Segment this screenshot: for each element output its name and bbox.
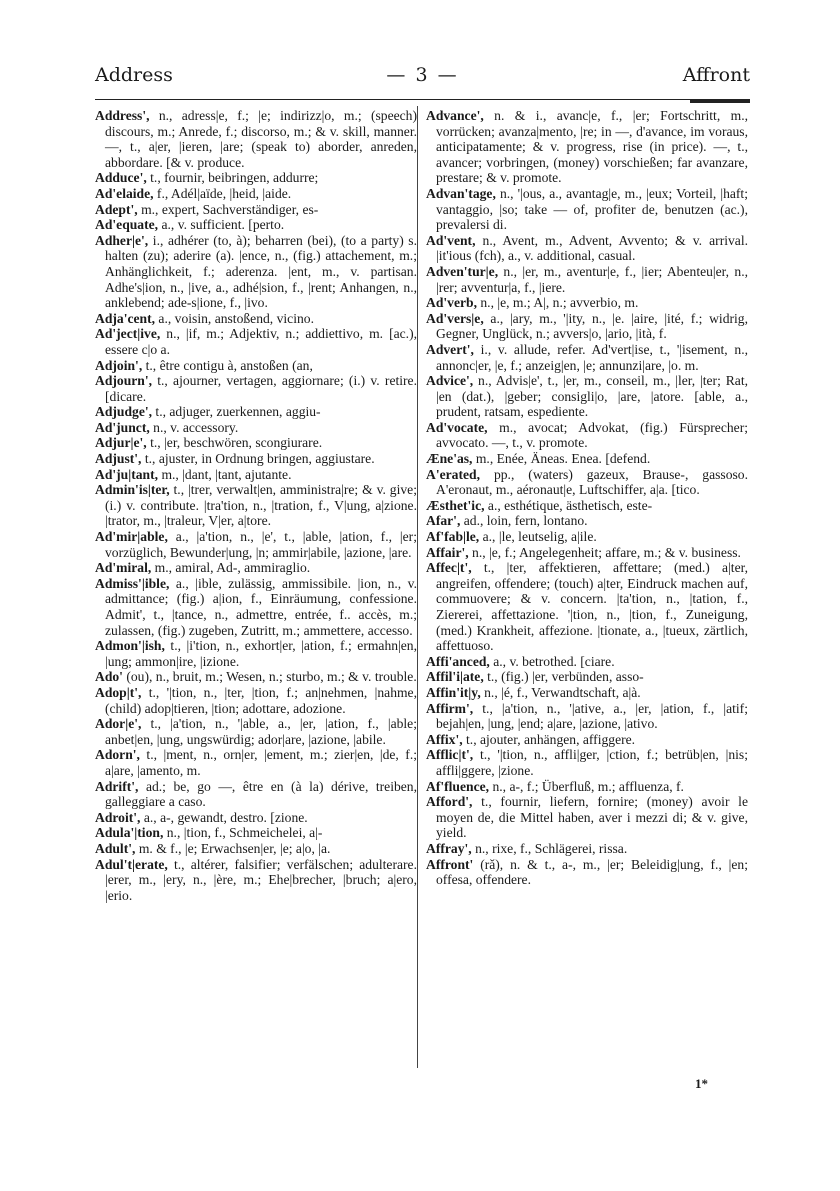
dictionary-entry <box>426 747 748 778</box>
headword: Adher|e', <box>95 232 149 248</box>
headword: Ad'vers|e, <box>426 310 484 326</box>
dictionary-entry <box>426 311 748 342</box>
dictionary-entry <box>426 545 748 561</box>
dictionary-entry <box>426 420 748 451</box>
entry-definition: n. & i., avanc|e, f., |er; Fortschritt, m., vorrücken; avanza|mento, |re; in —, d'avance, im voraus, anticipatamente; & v. progress, rise (in price). —, t., avancer; vorbringen, (money) vorschießen; far avanzare, prestare; & v. promote. <box>436 108 748 186</box>
headword: Affin'it|y, <box>426 684 481 700</box>
header-rule-accent <box>690 100 750 103</box>
dictionary-entry <box>95 560 417 576</box>
dictionary-entry <box>426 669 748 685</box>
headword: Admin'is|ter, <box>95 482 170 498</box>
headword: Affix', <box>426 731 463 747</box>
headword: Af'fab|le, <box>426 529 480 545</box>
headword: Affec|t', <box>426 560 472 576</box>
dictionary-entry <box>95 108 417 170</box>
headword: Advert', <box>426 341 474 357</box>
headword: A'erated, <box>426 466 480 482</box>
dictionary-entry <box>426 373 748 420</box>
headword: Adven'tur|e, <box>426 263 499 279</box>
entry-definition: (rǎ), n. & t., a-, m., |er; Beleidig|ung, f., |en; offesa, offendere. <box>436 856 748 888</box>
dictionary-entry <box>426 513 748 529</box>
dictionary-entry <box>95 716 417 747</box>
headword: Adjoin', <box>95 357 143 373</box>
headword: Adept', <box>95 201 138 217</box>
entry-definition: i., v. allude, refer. Ad'vert|ise, t., '|isement, n., annonc|er, |e, f.; anzeig|en, |e; annunzi|are, |o. m. <box>436 341 748 373</box>
headword: Adult', <box>95 840 136 856</box>
entry-definition: n., |tion, f., Schmeichelei, a|- <box>163 825 323 841</box>
dictionary-entry <box>426 685 748 701</box>
entry-definition: n., |é, f., Verwandtschaft, a|à. <box>480 684 641 700</box>
dictionary-entry <box>426 529 748 545</box>
dictionary-entry <box>426 857 748 888</box>
headword: Affront' <box>426 856 474 872</box>
entry-definition: t., |a'tion, n., '|able, a., |er, |ation, f., |able; anbet|en, |ung, ungswürdig; ador|are, |azione, |abile. <box>105 716 417 747</box>
entry-definition: t., ajouter, anhängen, affiggere. <box>462 731 636 747</box>
dictionary-entry <box>95 841 417 857</box>
entry-definition: m., |dant, |tant, ajutante. <box>158 466 292 482</box>
dictionary-entry <box>426 295 748 311</box>
dictionary-entry <box>95 529 417 560</box>
entry-definition: n., adress|e, f.; |e; indirizz|o, m.; (speech) discours, m.; Anrede, f.; discorso, m.; & v. skill, manner. —, t., a|er, |ieren, |are; (speak to) aborder, anreden, abbordare. [& v. produce. <box>105 108 417 170</box>
entry-definition: t., altérer, falsifier; verfälschen; adulterare. |erer, m., |ery, n., |ère, m.; Ehe|brecher, |bruch; a|ero, |erio. <box>105 856 417 903</box>
entry-definition: n., rixe, f., Schlägerei, rissa. <box>471 840 628 856</box>
entry-definition: t., |er, beschwören, scongiurare. <box>146 435 323 451</box>
headword: Ad'ju|tant, <box>95 466 159 482</box>
headword: Ad'vocate, <box>426 419 488 435</box>
headword: Adduce', <box>95 170 147 186</box>
headword: Ad'elaide, <box>95 185 154 201</box>
headword: Ad'junct, <box>95 419 150 435</box>
entry-definition: t., fournir, beibringen, addurre; <box>146 170 319 186</box>
dictionary-entry <box>95 779 417 810</box>
header-last-word: Affront <box>682 64 750 86</box>
headword: Adjur|e', <box>95 435 147 451</box>
headword: Adul't|erate, <box>95 856 168 872</box>
headword: Advice', <box>426 373 474 389</box>
dictionary-entry <box>426 779 748 795</box>
dictionary-entry <box>95 669 417 685</box>
entry-definition: t., |trer, verwalt|en, amministra|re; & v. give; (i.) v. contribute. |tra'tion, n., |tration, f., V|ung, a|zione. |trator, m., |traleur, V|er, a|tore. <box>105 482 417 529</box>
headword: Æsthet'ic, <box>426 497 485 513</box>
entry-definition: m. & f., |e; Erwachsen|er, |e; a|o, |a. <box>135 840 331 856</box>
dictionary-entry <box>426 186 748 233</box>
headword: Ador|e', <box>95 716 142 732</box>
dictionary-entry <box>95 810 417 826</box>
headword: Adjust', <box>95 451 142 467</box>
headword: Admiss'|ible, <box>95 575 170 591</box>
entry-definition: m., expert, Sachverständiger, es- <box>137 201 319 217</box>
dictionary-entry <box>426 342 748 373</box>
entry-definition: m., amiral, Ad-, ammiraglio. <box>151 560 311 576</box>
entry-definition: n., |if, m.; Adjektiv, n.; addiettivo, m. [ac.), essere c|o a. <box>105 326 417 357</box>
dictionary-entry <box>426 841 748 857</box>
headword: Adorn', <box>95 747 140 763</box>
headword: Advan'tage, <box>426 185 496 201</box>
dictionary-entry <box>95 638 417 669</box>
entry-definition: t., être contigu à, anstoßen (an, <box>142 357 313 373</box>
dictionary-entry <box>95 217 417 233</box>
headword: Affirm', <box>426 700 474 716</box>
dictionary-entry <box>95 435 417 451</box>
entry-definition: a., |a'tion, n., |e', t., |able, |ation, f., |er; vorzüglich, Bewunder|ung, |n; ammir|abile, |azione, |are. <box>105 529 417 560</box>
entry-definition: i., adhérer (to, à); beharren (bei), (to a party) s. halten (zu); aderire (a). |ence, n., (fig.) attachement, m.; Anhänglichkeit, f.; aderenza. |ent, m., v. partisan. Adhe's|ion, n., |ive, a., adhé|sion, f., |rent; Anhangen, n., anklebend; ade-s|ione, f., |ivo. <box>105 232 417 311</box>
entry-definition: ad., loin, fern, lontano. <box>460 513 588 529</box>
entry-definition: n., a-, f.; Überfluß, m.; affluenza, f. <box>489 778 684 794</box>
dictionary-entry <box>95 857 417 904</box>
entry-definition: t., |i'tion, n., exhort|er, |ation, f.; ermahn|en, |ung; ammon|ire, |izione. <box>105 638 417 669</box>
entry-definition: a., |le, leutselig, a|ile. <box>479 529 597 545</box>
headword: Adjourn', <box>95 373 153 389</box>
headword: Admon'|ish, <box>95 638 165 654</box>
dictionary-entry <box>426 732 748 748</box>
dictionary-entry <box>426 654 748 670</box>
headword: Æne'as, <box>426 451 473 467</box>
dictionary-entry <box>95 233 417 311</box>
entry-definition: t., adjuger, zuerkennen, aggiu- <box>152 404 321 420</box>
entry-definition: m., avocat; Advokat, (fig.) Fürsprecher; avvocato. —, t., v. promote. <box>436 419 748 451</box>
dictionary-entry <box>426 108 748 186</box>
headword: Affil'i|ate, <box>426 669 484 685</box>
headword: Adula'|tion, <box>95 825 164 841</box>
headword: Af'fluence, <box>426 778 490 794</box>
dictionary-entry <box>95 685 417 716</box>
dictionary-entry <box>95 373 417 404</box>
entry-definition: a., voisin, anstoßend, vicino. <box>155 310 314 326</box>
entry-definition: f., Adél|aïde, |heid, |aide. <box>153 185 292 201</box>
entry-definition: (ou), n., bruit, m.; Wesen, n.; sturbo, m.; & v. trouble. <box>122 669 417 685</box>
entry-definition: a., |ible, zulässig, ammissibile. |ion, n., v. admittance; (fig.) a|ion, f., Einräumung, confessione. Admit', t., |tance, n., admettre, entrée, f.. accès, m.; zulassen, (fig.) zugeben, Zutritt, m.; ammettere, accesso. <box>105 575 417 638</box>
headword: Address', <box>95 108 150 123</box>
dictionary-entry <box>95 576 417 638</box>
headword: Affi'anced, <box>426 653 490 669</box>
dictionary-entry <box>95 825 417 841</box>
page-header <box>95 64 750 94</box>
dictionary-entry <box>95 482 417 529</box>
header-rule <box>95 99 750 100</box>
dictionary-entry <box>95 467 417 483</box>
entry-definition: t., ajourner, vertagen, aggiornare; (i.) v. retire. [dicare. <box>105 373 417 404</box>
page-number: — 3 — <box>386 64 459 86</box>
dictionary-entry <box>426 233 748 264</box>
header-first-word: Address <box>95 64 173 86</box>
dictionary-entry <box>95 170 417 186</box>
column-divider <box>417 106 418 1068</box>
dictionary-entry <box>426 701 748 732</box>
dictionary-entry <box>95 451 417 467</box>
entry-definition: a., |ary, m., '|ity, n., |e. |aire, |ité, f.; widrig, Gegner, Unglück, n.; avvers|o, |ario, |ità, f. <box>436 310 748 342</box>
entry-definition: t., (fig.) |er, verbünden, asso- <box>483 669 644 685</box>
dictionary-entry <box>95 358 417 374</box>
entry-definition: n., Avent, m., Advent, Avvento; & v. arrival. |it'ious (fch), a., v. additional, casual. <box>436 232 748 264</box>
entry-definition: a., v. betrothed. [ciare. <box>489 653 615 669</box>
entry-definition: t., ajuster, in Ordnung bringen, aggiustare. <box>141 451 375 467</box>
headword: Advance', <box>426 108 484 123</box>
dictionary-entry <box>95 311 417 327</box>
entry-definition: m., Enée, Äneas. Enea. [defend. <box>472 451 651 467</box>
entry-definition: n., |er, m., aventur|e, f., |ier; Abenteu|er, n., |rer; avventur|a, f., |iere. <box>436 263 748 295</box>
headword: Ad'verb, <box>426 295 477 311</box>
dictionary-entry <box>95 202 417 218</box>
entry-definition: t., '|tion, n., affli|ger, |ction, f.; betrüb|en, |nis; affli|ggere, |zione. <box>436 747 748 778</box>
entry-definition: a., a-, gewandt, destro. [zione. <box>140 809 308 825</box>
headword: Ad'ject|ive, <box>95 326 161 342</box>
entry-definition: n., |e, m.; A|, n.; avverbio, m. <box>476 295 639 311</box>
headword: Adroit', <box>95 809 141 825</box>
headword: Adja'cent, <box>95 310 156 326</box>
left-column <box>95 108 417 1068</box>
headword: Ad'mir|able, <box>95 529 168 545</box>
dictionary-entry <box>426 451 748 467</box>
headword: Afford', <box>426 794 473 810</box>
headword: Ad'miral, <box>95 560 152 576</box>
headword: Adjudge', <box>95 404 153 420</box>
headword: Adrift', <box>95 778 139 794</box>
entry-definition: n., v. accessory. <box>149 419 239 435</box>
headword: Affair', <box>426 544 469 560</box>
headword: Afar', <box>426 513 461 529</box>
headword: Affray', <box>426 840 472 856</box>
right-column <box>426 108 748 1068</box>
headword: Ad'equate, <box>95 217 159 233</box>
dictionary-entry <box>95 420 417 436</box>
dictionary-entry <box>95 326 417 357</box>
entry-definition: n., '|ous, a., avantag|e, m., |eux; Vorteil, |haft; vantaggio, |so; take — of, profiter de, benutzen (ac.), prevalersi di. <box>436 185 748 233</box>
dictionary-entry <box>426 498 748 514</box>
headword: Afflic|t', <box>426 747 474 763</box>
entry-definition: a., v. sufficient. [perto. <box>158 217 285 233</box>
dictionary-entry <box>95 747 417 778</box>
headword: Adop|t', <box>95 684 142 700</box>
dictionary-entry <box>426 264 748 295</box>
entry-definition: t., |ment, n., orn|er, |ement, m.; zier|en, |de, f.; a|are, |amento, m. <box>105 747 417 778</box>
entry-definition: a., esthétique, ästhetisch, este- <box>484 497 653 513</box>
headword: Ad'vent, <box>426 232 476 248</box>
entry-definition: pp., (waters) gazeux, Brause-, gassoso. A'eronaut, m., aéronaut|e, Luftschiffer, a|a. [tico. <box>436 466 748 498</box>
dictionary-entry <box>95 186 417 202</box>
dictionary-entry <box>426 467 748 498</box>
dictionary-entry <box>426 560 748 654</box>
entry-definition: ad.; be, go —, être en (à la) dérive, treiben, galleggiare a caso. <box>105 778 417 810</box>
entry-definition: n., |e, f.; Angelegenheit; affare, m.; & v. business. <box>468 544 741 560</box>
dictionary-entry <box>95 404 417 420</box>
entry-definition: n., Advis|e', t., |er, m., conseil, m., |ler, |ter; Rat, |en (dat.), |geber; consigli|o, |are, |atore. [able, a., prudent, ratsam, espediente. <box>436 373 748 420</box>
entry-definition: t., '|tion, n., |ter, |tion, f.; an|nehmen, |nahme, (child) adop|tieren, |tion; adottare, adozione. <box>105 684 417 716</box>
entry-definition: t., |ter, affektieren, affettare; (med.) a|ter, angreifen, offendere; (touch) a|ter, Eindruck machen auf, commuovere; & v. concern. |ta'tion, n., |tation, f., Ziererei, affettazione. '|tion, n., |tion, f., Zuneigung, (med.) Krankheit, affezione. |tionate, a., |tueux, zärtlich, affettuoso. <box>436 560 748 654</box>
signature-mark: 1* <box>695 1076 708 1091</box>
dictionary-entry <box>426 794 748 841</box>
entry-definition: t., |a'tion, n., '|ative, a., |er, |ation, f., |atif; bejah|en, |ung, |end; a|are, |azione, |ativo. <box>436 700 748 732</box>
entry-definition: t., fournir, liefern, fornire; (money) avoir le moyen de, die Mittel haben, aver i mezzi di; & v. give, yield. <box>436 794 748 841</box>
headword: Ado' <box>95 669 123 685</box>
